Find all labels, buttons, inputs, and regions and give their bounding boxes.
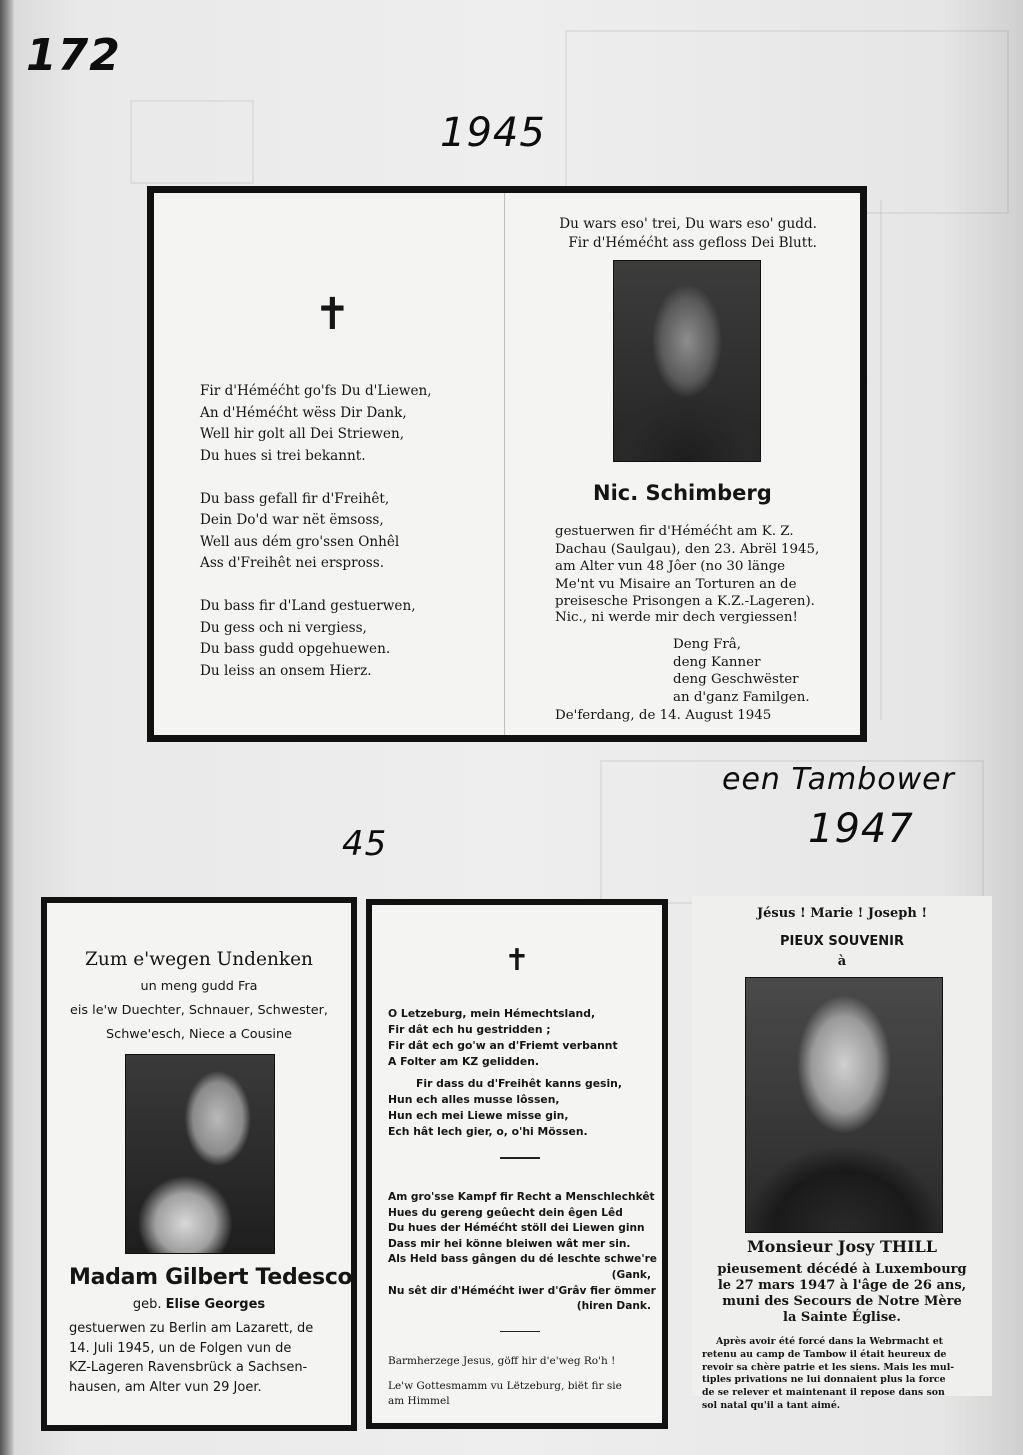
divider: [500, 1157, 540, 1159]
poem-line: [200, 575, 432, 597]
bio-line: am Alter vun 48 Jôer (no 30 länge: [555, 559, 786, 574]
poem-line: A Folter am KZ gelidden.: [388, 1055, 540, 1068]
poem-stanza-2: [388, 1076, 622, 1140]
poem-line: (Gank,: [611, 1268, 651, 1281]
memorial-card-schimberg: [147, 186, 867, 742]
poem-line: (hiren Dank.: [576, 1300, 651, 1313]
divider: [500, 1331, 540, 1332]
place-date: De'ferdang, de 14. August 1945: [555, 708, 772, 723]
poem-line: Du bass fir d'Land gestuerwen,: [200, 598, 416, 614]
bio-line: gestuerwen zu Berlin am Lazarett, de: [69, 1321, 314, 1336]
card-header: Jésus ! Marie ! Joseph !: [756, 906, 928, 921]
poem-line: Du leiss an onsem Hierz.: [200, 662, 372, 679]
memorial-card-thill: [692, 896, 992, 1411]
text-line: Après avoir été forcé dans la Webrmacht et: [716, 1336, 944, 1347]
year-annotation-right: 1947: [808, 806, 914, 852]
poem-stanza-3: [388, 1190, 657, 1315]
text-line: retenu au camp de Tambow il était heureux de: [702, 1348, 947, 1360]
bio-line: preisesche Prisongen a K.Z.-Lageren).: [555, 594, 815, 609]
bleed-through-shadow: [880, 200, 1022, 720]
deceased-bio: [69, 1319, 313, 1397]
memorial-motto: [555, 215, 817, 253]
deceased-name: Nic. Schimberg: [593, 481, 772, 505]
motto-line: Du wars eso' trei, Du wars eso' gudd.: [559, 216, 817, 232]
bio-line: muni des Secours de Notre Mère: [722, 1294, 962, 1309]
card-right-panel: [505, 193, 860, 735]
deceased-name: Madam Gilbert Tedesco: [69, 1265, 353, 1290]
poem-line: An d'Héméćht wëss Dir Dank,: [200, 404, 407, 421]
year-annotation-top: 1945: [440, 110, 546, 156]
bleed-through-shadow: [130, 100, 254, 184]
year-annotation-left: 45: [342, 824, 388, 864]
signer-line: deng Kanner: [673, 654, 761, 670]
poem-stanza-1: [388, 1006, 618, 1070]
prayer-line: am Himmel: [388, 1395, 450, 1407]
birth-name-value: Elise Georges: [165, 1297, 266, 1312]
dedication-line: eis le'w Duechter, Schnauer, Schwester,: [69, 1003, 328, 1018]
prayer-line: Barmherzege Jesus, göff hir d'e'weg Ro'h !: [388, 1355, 616, 1367]
deceased-bio: [555, 523, 819, 611]
page-binding-shadow: [0, 0, 14, 1455]
poem-line: Du bass gudd opgehuewen.: [200, 641, 391, 657]
deceased-bio: [692, 1262, 992, 1326]
motto-line: Fir d'Héméćht ass gefloss Dei Blutt.: [568, 235, 817, 251]
memorial-card-poem: [366, 899, 668, 1429]
cross-icon: ✝: [314, 289, 351, 340]
poem-line: Du bass gefall fir d'Freihêt,: [200, 490, 390, 507]
bio-line: hausen, am Alter vun 29 Joer.: [69, 1379, 262, 1395]
signer-line: Deng Frâ,: [673, 637, 742, 652]
poem-line: Hun ech mei Liewe misse gin,: [388, 1109, 569, 1122]
poem-line: Well aus dém gro'ssen Onhêl: [200, 533, 400, 550]
poem-line: Fir d'Héméćht go'fs Du d'Liewen,: [200, 383, 432, 399]
portrait-photo: [125, 1054, 275, 1254]
poem-line: Hun ech alles musse lôssen,: [388, 1093, 560, 1106]
bio-line: 14. Juli 1945, un de Folgen vun de: [69, 1340, 292, 1356]
bio-line: le 27 mars 1947 à l'âge de 26 ans,: [717, 1278, 967, 1293]
poem-line: Du gess och ni vergiess,: [200, 619, 367, 636]
card-left-panel: [154, 193, 504, 735]
souvenir-a: à: [837, 954, 847, 969]
memorial-card-tedesco: [41, 897, 357, 1431]
poem-line: Fir dass du d'Freihêt kanns gesin,: [416, 1077, 622, 1090]
poem-line: Fir dât ech go'w an d'Friemt verbannt: [388, 1039, 618, 1052]
poem-line: Well hir golt all Dei Striewen,: [200, 426, 405, 442]
portrait-photo: [613, 260, 761, 462]
poem-line: Fir dât ech hu gestridden ;: [388, 1023, 551, 1036]
bio-line: KZ-Lageren Ravensbrück a Sachsen-: [69, 1360, 308, 1375]
portrait-photo: [745, 977, 943, 1233]
poem-line: Dass mir hei könne bleiwen wât mer sin.: [388, 1237, 631, 1250]
memorial-poem: [200, 381, 432, 682]
note-annotation-right: een Tambower: [722, 762, 955, 797]
bio-line: pieusement décédé à Luxembourg: [717, 1262, 967, 1277]
text-line: tiples privations ne lui donnaient plus la force: [702, 1374, 946, 1386]
farewell-line: Nic., ni werde mir dech vergiessen!: [555, 610, 798, 625]
bio-line: Dachau (Saulgau), den 23. Abrël 1945,: [555, 541, 820, 557]
text-line: de se relever et maintenant il repose dans son: [702, 1387, 945, 1399]
signers: [673, 636, 810, 706]
souvenir-title: PIEUX SOUVENIR: [780, 934, 904, 949]
poem-line: Dein Do'd war nët ëmsoss,: [200, 512, 384, 528]
deceased-name: Monsieur Josy THILL: [746, 1237, 938, 1256]
poem-line: O Letzeburg, mein Hémechtsland,: [388, 1007, 596, 1020]
poem-line: Ass d'Freihêt nei erspross.: [200, 555, 385, 571]
prayer-line: Le'w Gottesmamm vu Lëtzeburg, biët fir sie: [388, 1380, 622, 1392]
dedication-line: Schwe'esch, Niece a Cousine: [106, 1027, 292, 1042]
poem-line: Du hues der Héméćht stöll dei Liewen ginn: [388, 1222, 645, 1235]
bio-line: Me'nt vu Misaire an Torturen an de: [555, 576, 797, 592]
bio-line: la Sainte Église.: [783, 1310, 901, 1325]
bio-line: gestuerwen fir d'Héméćht am K. Z.: [555, 524, 794, 539]
page-number-annotation: 172: [26, 30, 121, 81]
signer-line: an d'ganz Familgen.: [673, 689, 810, 705]
poem-line: Am gro'sse Kampf fir Recht a Menschlechkêt: [388, 1191, 655, 1203]
card-heading: Zum e'wegen Undenken: [85, 949, 313, 970]
cross-icon: ✝: [504, 943, 530, 978]
prayer-block: [388, 1379, 622, 1409]
poem-line: Hues du gereng geûecht dein êgen Lêd: [388, 1206, 623, 1219]
poem-line: Du hues si trei bekannt.: [200, 447, 366, 464]
poem-line: Ech hât lech gier, o, o'hi Mössen.: [388, 1125, 588, 1138]
deceased-text: [702, 1336, 986, 1413]
poem-line: Nu sêt dir d'Héméćht iwer d'Grâv fier ömmer: [388, 1284, 656, 1297]
poem-line: [200, 467, 432, 489]
birth-name: [47, 1297, 351, 1312]
dedication-line: un meng gudd Fra: [140, 979, 258, 994]
birth-prefix: geb.: [132, 1297, 162, 1312]
text-line: sol natal qu'il a tant aimé.: [702, 1399, 841, 1411]
poem-line: Als Held bass gângen du dé leschte schwe're: [388, 1253, 657, 1266]
text-line: revoir sa chère patrie et les siens. Mais les mul-: [702, 1361, 955, 1373]
signer-line: deng Geschwëster: [673, 672, 799, 687]
